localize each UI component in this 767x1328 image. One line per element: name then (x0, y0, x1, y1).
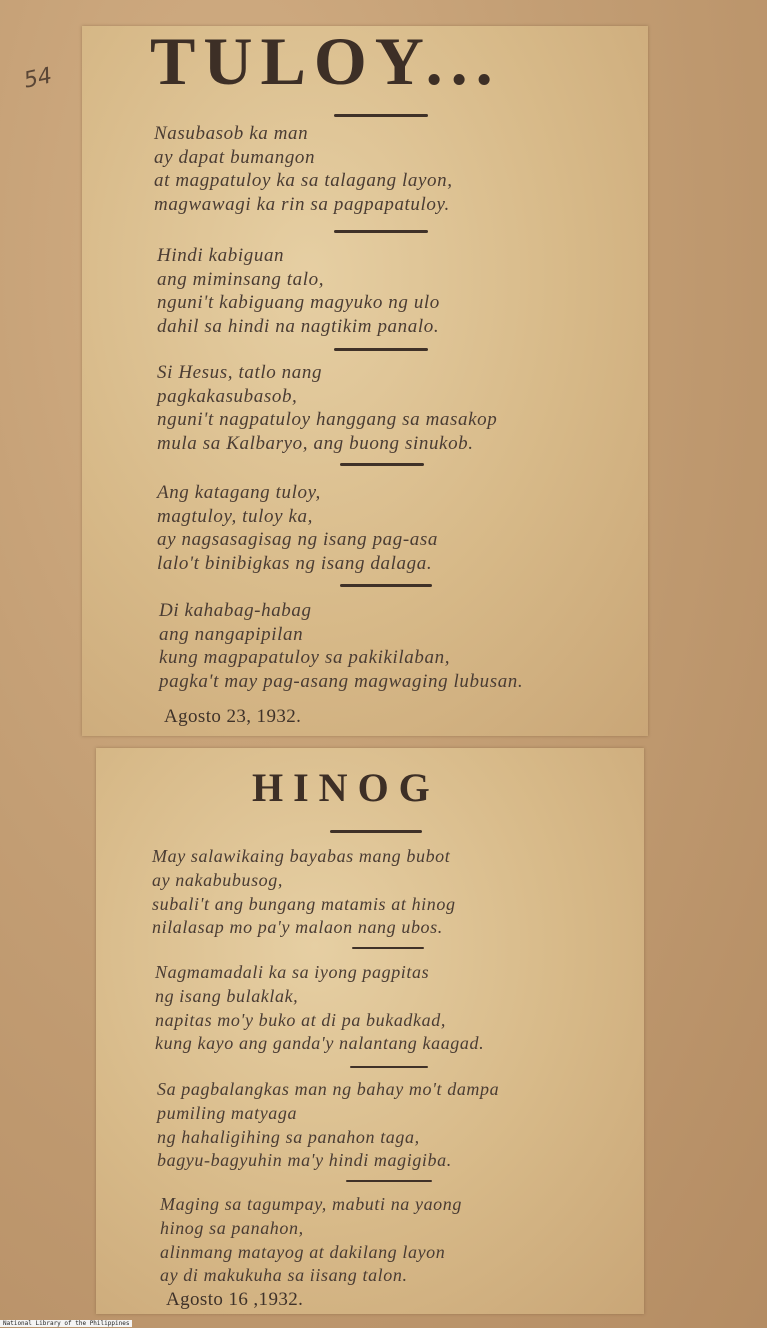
poem-line: nguni't kabiguang magyuko ng ulo (157, 292, 440, 313)
poem-line: kung kayo ang ganda'y nalantang kaagad. (155, 1033, 485, 1054)
poem-line: nilalasap mo pa'y malaon nang ubos. (152, 917, 443, 938)
poem-line: Maging sa tagumpay, mabuti na yaong (160, 1194, 462, 1214)
poem-line: ng hahaligihing sa panahon taga, (157, 1126, 420, 1147)
poem-line: ay dapat bumangon (154, 146, 316, 168)
handwritten-page-number: 54 (21, 63, 55, 94)
stanza-3 (157, 361, 497, 455)
divider-rule (352, 947, 424, 949)
poem-line: dahil sa hindi na nagtikim panalo. (157, 315, 440, 337)
source-credit: National Library of the Philippines (0, 1320, 132, 1327)
stanza-3 (157, 1078, 499, 1173)
poem-line: ay di makukuha sa iisang talon. (160, 1265, 408, 1286)
poem-title-hinog: HINOG (252, 765, 440, 810)
poem-line: pagkakasubasob, (157, 385, 298, 407)
divider-rule (334, 348, 428, 351)
poem-line: Si Hesus, tatlo nang (157, 362, 323, 383)
poem-line: magtuloy, tuloy ka, (157, 505, 313, 527)
stanza-4 (157, 481, 438, 575)
poem-line: pumiling matyaga (157, 1102, 298, 1123)
divider-rule (334, 230, 428, 233)
poem-line: napitas mo'y buko at di pa bukadkad, (155, 1009, 446, 1030)
stanza-2 (155, 961, 484, 1056)
poem-line: ang miminsang talo, (157, 268, 325, 290)
stanza-4 (160, 1193, 462, 1288)
divider-rule (340, 463, 424, 466)
poem-line: kung magpapatuloy sa pakikilaban, (159, 647, 451, 668)
stanza-1 (154, 122, 453, 216)
poem-line: ng isang bulaklak, (155, 985, 299, 1006)
divider-rule (340, 584, 432, 587)
poem-line: subali't ang bungang matamis at hinog (152, 893, 456, 914)
poem-line: lalo't binibigkas ng isang dalaga. (157, 552, 433, 574)
divider-rule (350, 1066, 428, 1068)
poem-line: Sa pagbalangkas man ng bahay mo't dampa (157, 1079, 500, 1099)
stanza-5 (159, 599, 523, 693)
poem-line: Nasubasob ka man (154, 123, 309, 144)
poem-line: May salawikaing bayabas mang bubot (152, 846, 451, 866)
stanza-1 (152, 845, 456, 940)
divider-rule (330, 830, 422, 833)
poem-line: bagyu-bagyuhin ma'y hindi magigiba. (157, 1150, 452, 1171)
poem-line: Ang katagang tuloy, (157, 482, 321, 503)
poem-line: ay nakabubusog, (152, 869, 283, 890)
divider-rule (346, 1180, 432, 1182)
poem-title-tuloy: TULOY... (150, 23, 501, 99)
poem-line: Nagmamadali ka sa iyong pagpitas (155, 962, 430, 982)
poem-line: ang nangapipilan (159, 623, 304, 645)
poem-line: Hindi kabiguan (157, 245, 285, 266)
poem-line: hinog sa panahon, (160, 1217, 304, 1238)
stanza-2 (157, 244, 440, 338)
poem-line: ay nagsasagisag ng isang pag-asa (157, 529, 438, 550)
divider-rule (334, 114, 428, 117)
poem-line: mula sa Kalbaryo, ang buong sinukob. (157, 432, 474, 454)
poem-line: alinmang matayog at dakilang layon (160, 1241, 446, 1262)
poem-line: nguni't nagpatuloy hanggang sa masakop (157, 409, 498, 430)
poem-line: magwawagi ka rin sa pagpapatuloy. (154, 193, 450, 215)
poem-line: pagka't may pag-asang magwaging lubusan. (159, 670, 524, 692)
poem-date: Agosto 16 ,1932. (166, 1289, 304, 1310)
poem-line: at magpatuloy ka sa talagang layon, (154, 170, 453, 191)
poem-date: Agosto 23, 1932. (164, 706, 302, 727)
poem-line: Di kahabag-habag (159, 600, 312, 621)
